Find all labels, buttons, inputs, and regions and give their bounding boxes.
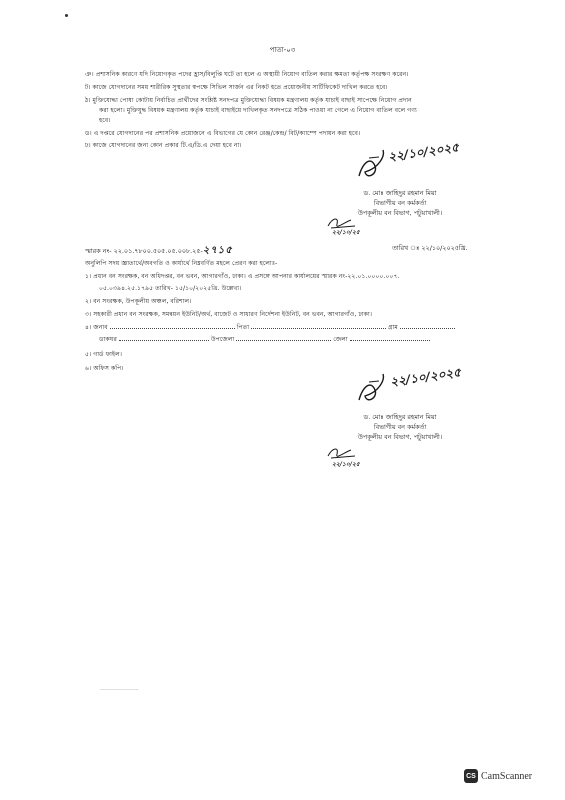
signatory-name: ড. মোঃ জাহিদুর রহমান মিয়া xyxy=(363,413,437,421)
camscanner-watermark xyxy=(464,769,532,783)
condition-item: ঞ। প্রশাসনিক কারণে যদি নিয়োগকৃত পদের হ্রাস/বিলুপ্তি ঘটে তা হলে এ অস্থায়ী নিয়োগ বাতিল করার ক্ষমতা কর্তৃপক্ষ সংরক্ষণ করেন। xyxy=(85,71,409,78)
camscanner-brand: CamScanner xyxy=(481,770,533,782)
camscanner-logo-icon: CS xyxy=(464,769,478,783)
recipient-item: ১। প্রধান বন সংরক্ষক, বন অধিদপ্তর, বন ভবন, আগারগাঁও, ঢাকা। এ প্রসঙ্গে আপনার কার্যালয়ের স্মারক নং-২২.০১.০০০০.০০৭. xyxy=(85,273,400,280)
condition-item: ড। এ দপ্তরে যোগদানের পর প্রশাসনিক প্রয়োজনে এ বিভাগের যে কোন রেঞ্জ/কেন্দ্র/ বিট/ক্যাম্পে পদায়ন করা হবে। xyxy=(85,130,361,137)
recipient-item: ৫। গার্ড ফাইল। xyxy=(85,351,122,358)
page-number: পাতা-০৩ xyxy=(269,46,296,54)
recipient-address-blank xyxy=(99,335,430,344)
initials-date: ২২/১০/২৫ xyxy=(332,229,360,236)
footer-faint-note: ——————————— xyxy=(100,687,139,691)
village-label: গ্রাম xyxy=(387,324,398,331)
condition-item: ঠ। মুক্তিযোদ্ধা পোষ্য কোটায় নির্বাচিত প্রার্থীদের সংশ্লিষ্ট সনদপত্র মুক্তিযোদ্ধা বিষয়ক মন্ত্রণালয় কর্তৃক যাচাই বাছাই সাপেক্ষে নিয়োগ প্রদান xyxy=(85,97,412,104)
recipient-item: ৬। অফিস কপি। xyxy=(85,365,124,372)
district-label: জেলা xyxy=(333,336,348,343)
recipient-item-blank-form xyxy=(85,323,455,332)
upazila-label: উপজেলা xyxy=(210,336,235,343)
condition-item: ট। কাজে যোগদানের সময় শারীরিক সুস্থতার স্বপক্ষে সিভিল সার্জন এর নিকট হতে প্রয়োজনীয় সার্টিফিকেট দাখিল করতে হবে। xyxy=(85,84,388,91)
recipient-item: ৩। সহকারী প্রধান বন সংরক্ষক, সমন্বয়ন ইউনিট/অর্থ, বাজেট ও সাধারণ নির্দেশনা ইউনিট, বন ভবন, আগারগাঁও, ঢাকা। xyxy=(85,311,372,318)
condition-item-continued: করা হলো। মুক্তিযুদ্ধ বিষয়ক মন্ত্রণালয় কর্তৃক যাচাই বাছাইয়ে দাখিলকৃত সনদপত্রে সঠিক পাওয়া না গেলে এ নিয়োগ বাতিল বলে গণ্য xyxy=(99,107,417,114)
initials-date: ২২/১০/২৫ xyxy=(332,461,360,468)
signatory-designation: বিভাগীয় বন কর্মকর্তা xyxy=(373,199,427,207)
memo-prefix: স্মারক নং- ২২.০১.৭৮০০.৫০৫.০৫.০০৮.২৫- xyxy=(85,247,203,255)
memo-reference xyxy=(85,243,233,260)
blank-line xyxy=(119,335,209,341)
signatory-name: ড. মোঃ জাহিদুর রহমান মিয়া xyxy=(363,189,437,197)
condition-item-continued: হবে। xyxy=(99,117,111,124)
father-label: পিতা xyxy=(236,324,250,331)
signature-date: ২২/১০/২০২৫ xyxy=(387,140,460,164)
memo-date: তারিখ ঃ ২২/১০/২০২৫খ্রি. xyxy=(392,244,468,252)
recipient-item-continued: ০৫.০৩৯৪.২৫.১৭৯৫ তারিখ- ১৫/১০/২০২৫খ্রি. উল্লেখ্য। xyxy=(99,285,242,292)
signature-date: ২২/১০/২০২৫ xyxy=(389,365,462,389)
blank-line xyxy=(236,335,331,341)
recipient-item: ২। বন সংরক্ষক, উপকূলীয় অঞ্চল, বরিশাল। xyxy=(85,298,192,305)
signatory-office: উপকূলীয় বন বিভাগ, পটুয়াখালী। xyxy=(357,433,443,441)
signatory-block xyxy=(330,412,470,442)
blank-line xyxy=(400,323,455,329)
memo-number-handwritten: ২৭১৫ xyxy=(202,245,233,256)
signatory-designation: বিভাগীয় বন কর্মকর্তা xyxy=(373,423,427,431)
scan-speck xyxy=(65,14,68,17)
distribution-intro: অনুলিপি সদয় জ্ঞাতার্থে/অবগতি ও কার্যার্থে নিম্নবর্ণিত মহলে প্রেরণ করা হলোঃ- xyxy=(85,260,278,267)
blank-line xyxy=(350,335,430,341)
signatory-office: উপকূলীয় বন বিভাগ, পটুয়াখালী। xyxy=(357,209,443,217)
blank-line xyxy=(110,323,235,329)
condition-item: ঢ। কাজে যোগদানের জন্য কোন প্রকার টি.এ/ডি.এ দেয়া হবে না। xyxy=(85,142,242,149)
blank-line xyxy=(251,323,386,329)
post-label: ডাকঘর xyxy=(99,336,117,343)
recipient-name-label: ৪। জনাব xyxy=(85,324,108,331)
